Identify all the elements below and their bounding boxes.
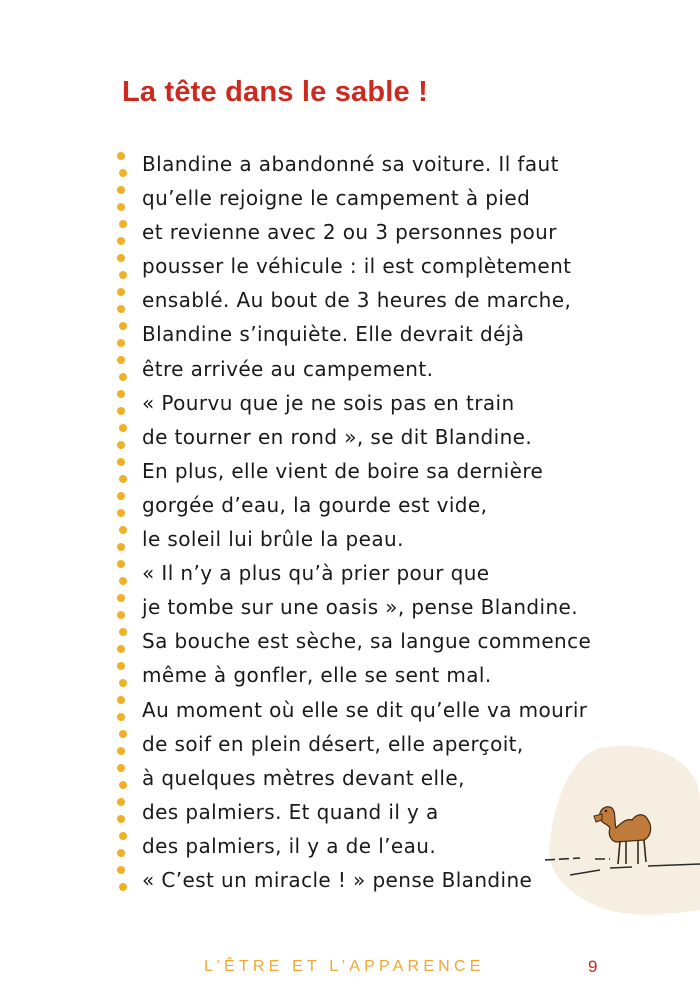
- margin-dot: [117, 152, 125, 160]
- text-line: pousser le véhicule : il est complètement: [142, 254, 572, 279]
- margin-dot: [119, 322, 127, 330]
- margin-dot: [117, 339, 125, 347]
- text-line: être arrivée au campement.: [142, 356, 434, 381]
- margin-dot: [119, 679, 127, 687]
- margin-dot: [117, 407, 125, 415]
- margin-dot: [119, 883, 127, 891]
- margin-dot: [119, 169, 127, 177]
- margin-dot: [117, 458, 125, 466]
- margin-dot: [117, 645, 125, 653]
- margin-dot: [117, 186, 125, 194]
- text-line: des palmiers, il y a de l’eau.: [142, 833, 437, 858]
- text-line: Sa bouche est sèche, sa langue commence: [142, 629, 592, 654]
- text-line: à quelques mètres devant elle,: [142, 765, 465, 790]
- margin-dot: [117, 764, 125, 772]
- margin-dot: [117, 356, 125, 364]
- margin-dot: [117, 594, 125, 602]
- text-line: « C’est un miracle ! » pense Blandine: [142, 867, 533, 892]
- text-line: Blandine s’inquiète. Elle devrait déjà: [142, 322, 525, 347]
- margin-dot: [117, 713, 125, 721]
- margin-dot: [117, 492, 125, 500]
- margin-dot: [117, 509, 125, 517]
- margin-dot: [117, 441, 125, 449]
- page-title: La tête dans le sable !: [122, 76, 428, 108]
- text-line: ensablé. Au bout de 3 heures de marche,: [142, 288, 572, 313]
- margin-dot: [119, 220, 127, 228]
- margin-dot: [117, 662, 125, 670]
- text-line: « Il n’y a plus qu’à prier pour que: [142, 561, 490, 586]
- text-line: des palmiers. Et quand il y a: [142, 799, 439, 824]
- margin-dot: [117, 815, 125, 823]
- margin-dot: [119, 424, 127, 432]
- dotted-margin-border: [117, 152, 131, 892]
- text-line: je tombe sur une oasis », pense Blandine.: [142, 595, 578, 620]
- text-line: Blandine a abandonné sa voiture. Il faut: [142, 152, 559, 176]
- margin-dot: [117, 237, 125, 245]
- margin-dot: [119, 271, 127, 279]
- text-line: « Pourvu que je ne sois pas en train: [142, 390, 515, 415]
- margin-dot: [117, 288, 125, 296]
- margin-dot: [119, 832, 127, 840]
- margin-dot: [117, 305, 125, 313]
- margin-dot: [117, 203, 125, 211]
- margin-dot: [119, 730, 127, 738]
- margin-dot: [117, 866, 125, 874]
- margin-dot: [119, 781, 127, 789]
- margin-dot: [117, 254, 125, 262]
- text-line: même à gonfler, elle se sent mal.: [142, 663, 492, 688]
- margin-dot: [117, 390, 125, 398]
- text-line: gorgée d’eau, la gourde est vide,: [142, 492, 488, 517]
- margin-dot: [117, 611, 125, 619]
- margin-dot: [119, 475, 127, 483]
- margin-dot: [117, 747, 125, 755]
- margin-dot: [117, 798, 125, 806]
- text-line: de soif en plein désert, elle aperçoit,: [142, 731, 524, 756]
- margin-dot: [117, 543, 125, 551]
- text-line: de tourner en rond », se dit Blandine.: [142, 424, 533, 449]
- margin-dot: [119, 577, 127, 585]
- text-line: et revienne avec 2 ou 3 personnes pour: [142, 220, 557, 245]
- margin-dot: [117, 849, 125, 857]
- page-number: 9: [588, 957, 598, 976]
- section-footer: L’ÊTRE ET L’APPARENCE: [204, 958, 485, 975]
- text-line: Au moment où elle se dit qu’elle va mourir: [142, 697, 588, 722]
- margin-dot: [117, 696, 125, 704]
- text-line: En plus, elle vient de boire sa dernière: [142, 458, 544, 483]
- text-line: le soleil lui brûle la peau.: [142, 527, 404, 552]
- margin-dot: [119, 373, 127, 381]
- margin-dot: [119, 526, 127, 534]
- camel-illustration: [540, 740, 700, 920]
- margin-dot: [117, 560, 125, 568]
- text-line: qu’elle rejoigne le campement à pied: [142, 186, 531, 211]
- margin-dot: [119, 628, 127, 636]
